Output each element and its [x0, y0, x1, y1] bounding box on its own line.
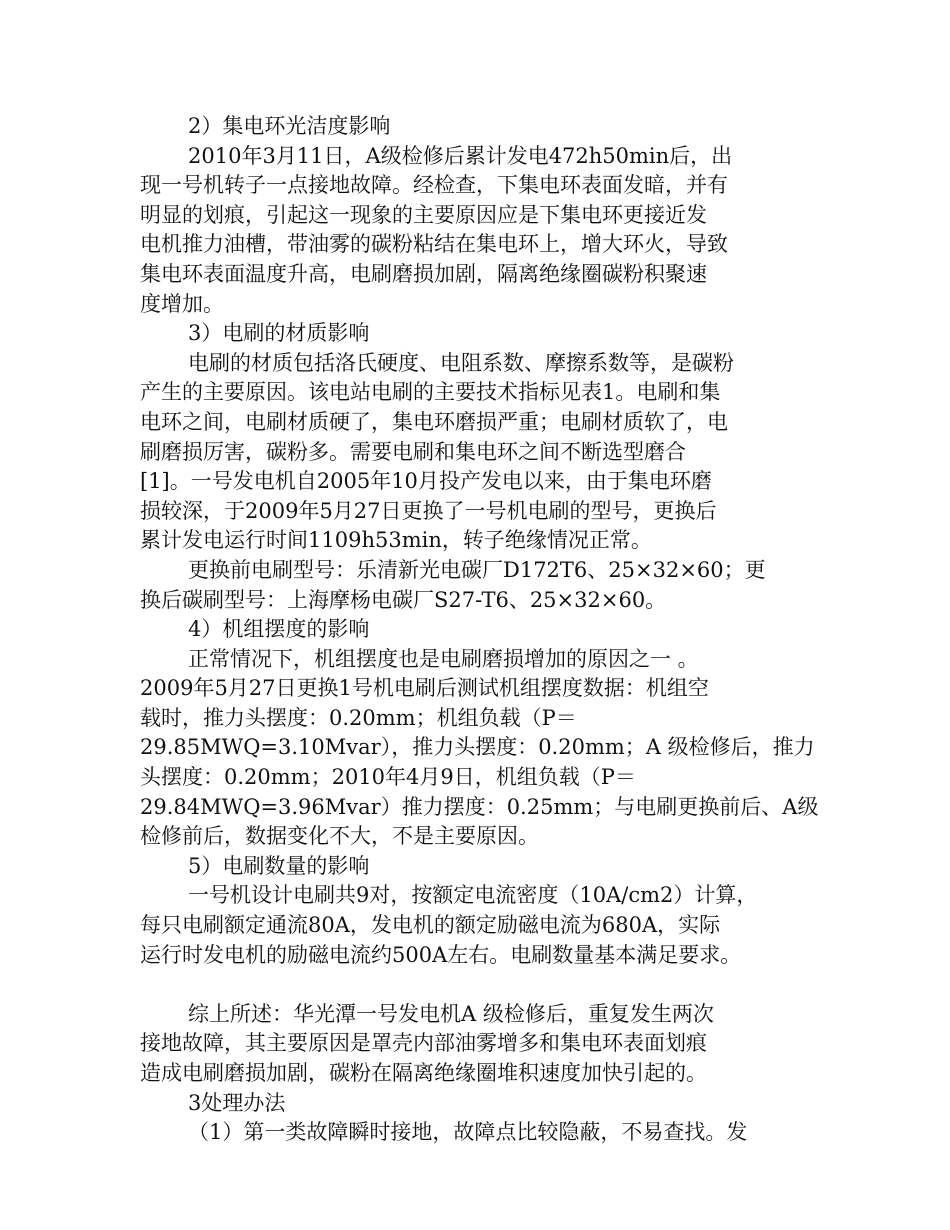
paragraph-line: 更换前电刷型号：乐清新光电碳厂D172T6、25×32×60；更	[188, 557, 766, 582]
paragraph-line: 换后碳刷型号：上海摩杨电碳厂S27-T6、25×32×60。	[140, 587, 667, 612]
paragraph-line: 载时，推力头摆度：0.20mm；机组负载（P＝	[140, 705, 577, 730]
paragraph-line: 刷磨损厉害，碳粉多。需要电刷和集电环之间不断选型磨合	[140, 439, 686, 464]
paragraph-line: 接地故障，其主要原因是罩壳内部油雾增多和集电环表面划痕	[140, 1031, 707, 1056]
paragraph-line: [1]。一号发电机自2005年10月投产发电以来，由于集电环磨	[140, 469, 712, 494]
paragraph-line: （1）第一类故障瞬时接地，故障点比较隐蔽，不易查找。发	[188, 1120, 748, 1145]
paragraph-line: 造成电刷磨损加剧，碳粉在隔离绝缘圈堆积速度加快引起的。	[140, 1061, 707, 1085]
section-heading: 2）集电环光洁度影响	[188, 114, 391, 138]
section-heading: 5）电刷数量的影响	[188, 853, 370, 878]
blank-line	[140, 970, 830, 1000]
paragraph-line: 检修前后，数据变化不大，不是主要原因。	[140, 824, 539, 849]
paragraph-line: 29.84MWQ=3.96Mvar）推力摆度：0.25mm；与电刷更换前后、A级	[140, 794, 819, 819]
paragraph-line: 头摆度：0.20mm；2010年4月9日，机组负载（P＝	[140, 765, 636, 790]
paragraph-line: 正常情况下，机组摆度也是电刷磨损增加的原因之一 。	[188, 646, 699, 671]
paragraph-line: 明显的划痕，引起这一现象的主要原因应是下集电环更接近发	[140, 202, 707, 227]
paragraph-line: 一号机设计电刷共9对，按额定电流密度（10A/cm2）计算，	[188, 883, 758, 908]
paragraph-line: 电刷的材质包括洛氏硬度、电阻系数、摩擦系数等，是碳粉	[188, 350, 734, 375]
document-body	[140, 112, 830, 1148]
paragraph-line: 每只电刷额定通流80A，发电机的额定励磁电流为680A，实际	[140, 913, 721, 938]
paragraph-line: 运行时发电机的励磁电流约500A左右。电刷数量基本满足要求。	[140, 942, 742, 967]
paragraph-line: 累计发电运行时间1109h53min，转子绝缘情况正常。	[140, 528, 652, 553]
section-heading: 3）电刷的材质影响	[188, 321, 370, 346]
paragraph-line: 综上所述：华光潭一号发电机A 级检修后，重复发生两次	[188, 1001, 714, 1026]
paragraph-line: 电环之间，电刷材质硬了，集电环磨损严重；电刷材质软了，电	[140, 409, 728, 434]
section-heading: 3处理办法	[188, 1090, 286, 1115]
paragraph-line: 产生的主要原因。该电站电刷的主要技术指标见表1。电刷和集	[140, 380, 721, 405]
paragraph-line: 度增加。	[140, 291, 224, 316]
section-heading: 4）机组摆度的影响	[188, 617, 370, 642]
paragraph-line: 损较深，于2009年5月27日更换了一号机电刷的型号，更换后	[140, 498, 717, 523]
paragraph-line: 电机推力油槽，带油雾的碳粉粘结在集电环上，增大环火，导致	[140, 232, 728, 257]
paragraph-line: 2009年5月27日更换1号机电刷后测试机组摆度数据：机组空	[140, 676, 709, 701]
paragraph-line: 2010年3月11日，A级检修后累计发电472h50min后，出	[188, 143, 733, 168]
paragraph-line: 29.85MWQ=3.10Mvar），推力头摆度：0.20mm；A 级检修后，推力	[140, 735, 815, 760]
paragraph-line: 集电环表面温度升高，电刷磨损加剧，隔离绝缘圈碳粉积聚速	[140, 261, 707, 286]
paragraph-line: 现一号机转子一点接地故障。经检查，下集电环表面发暗，并有	[140, 173, 728, 198]
